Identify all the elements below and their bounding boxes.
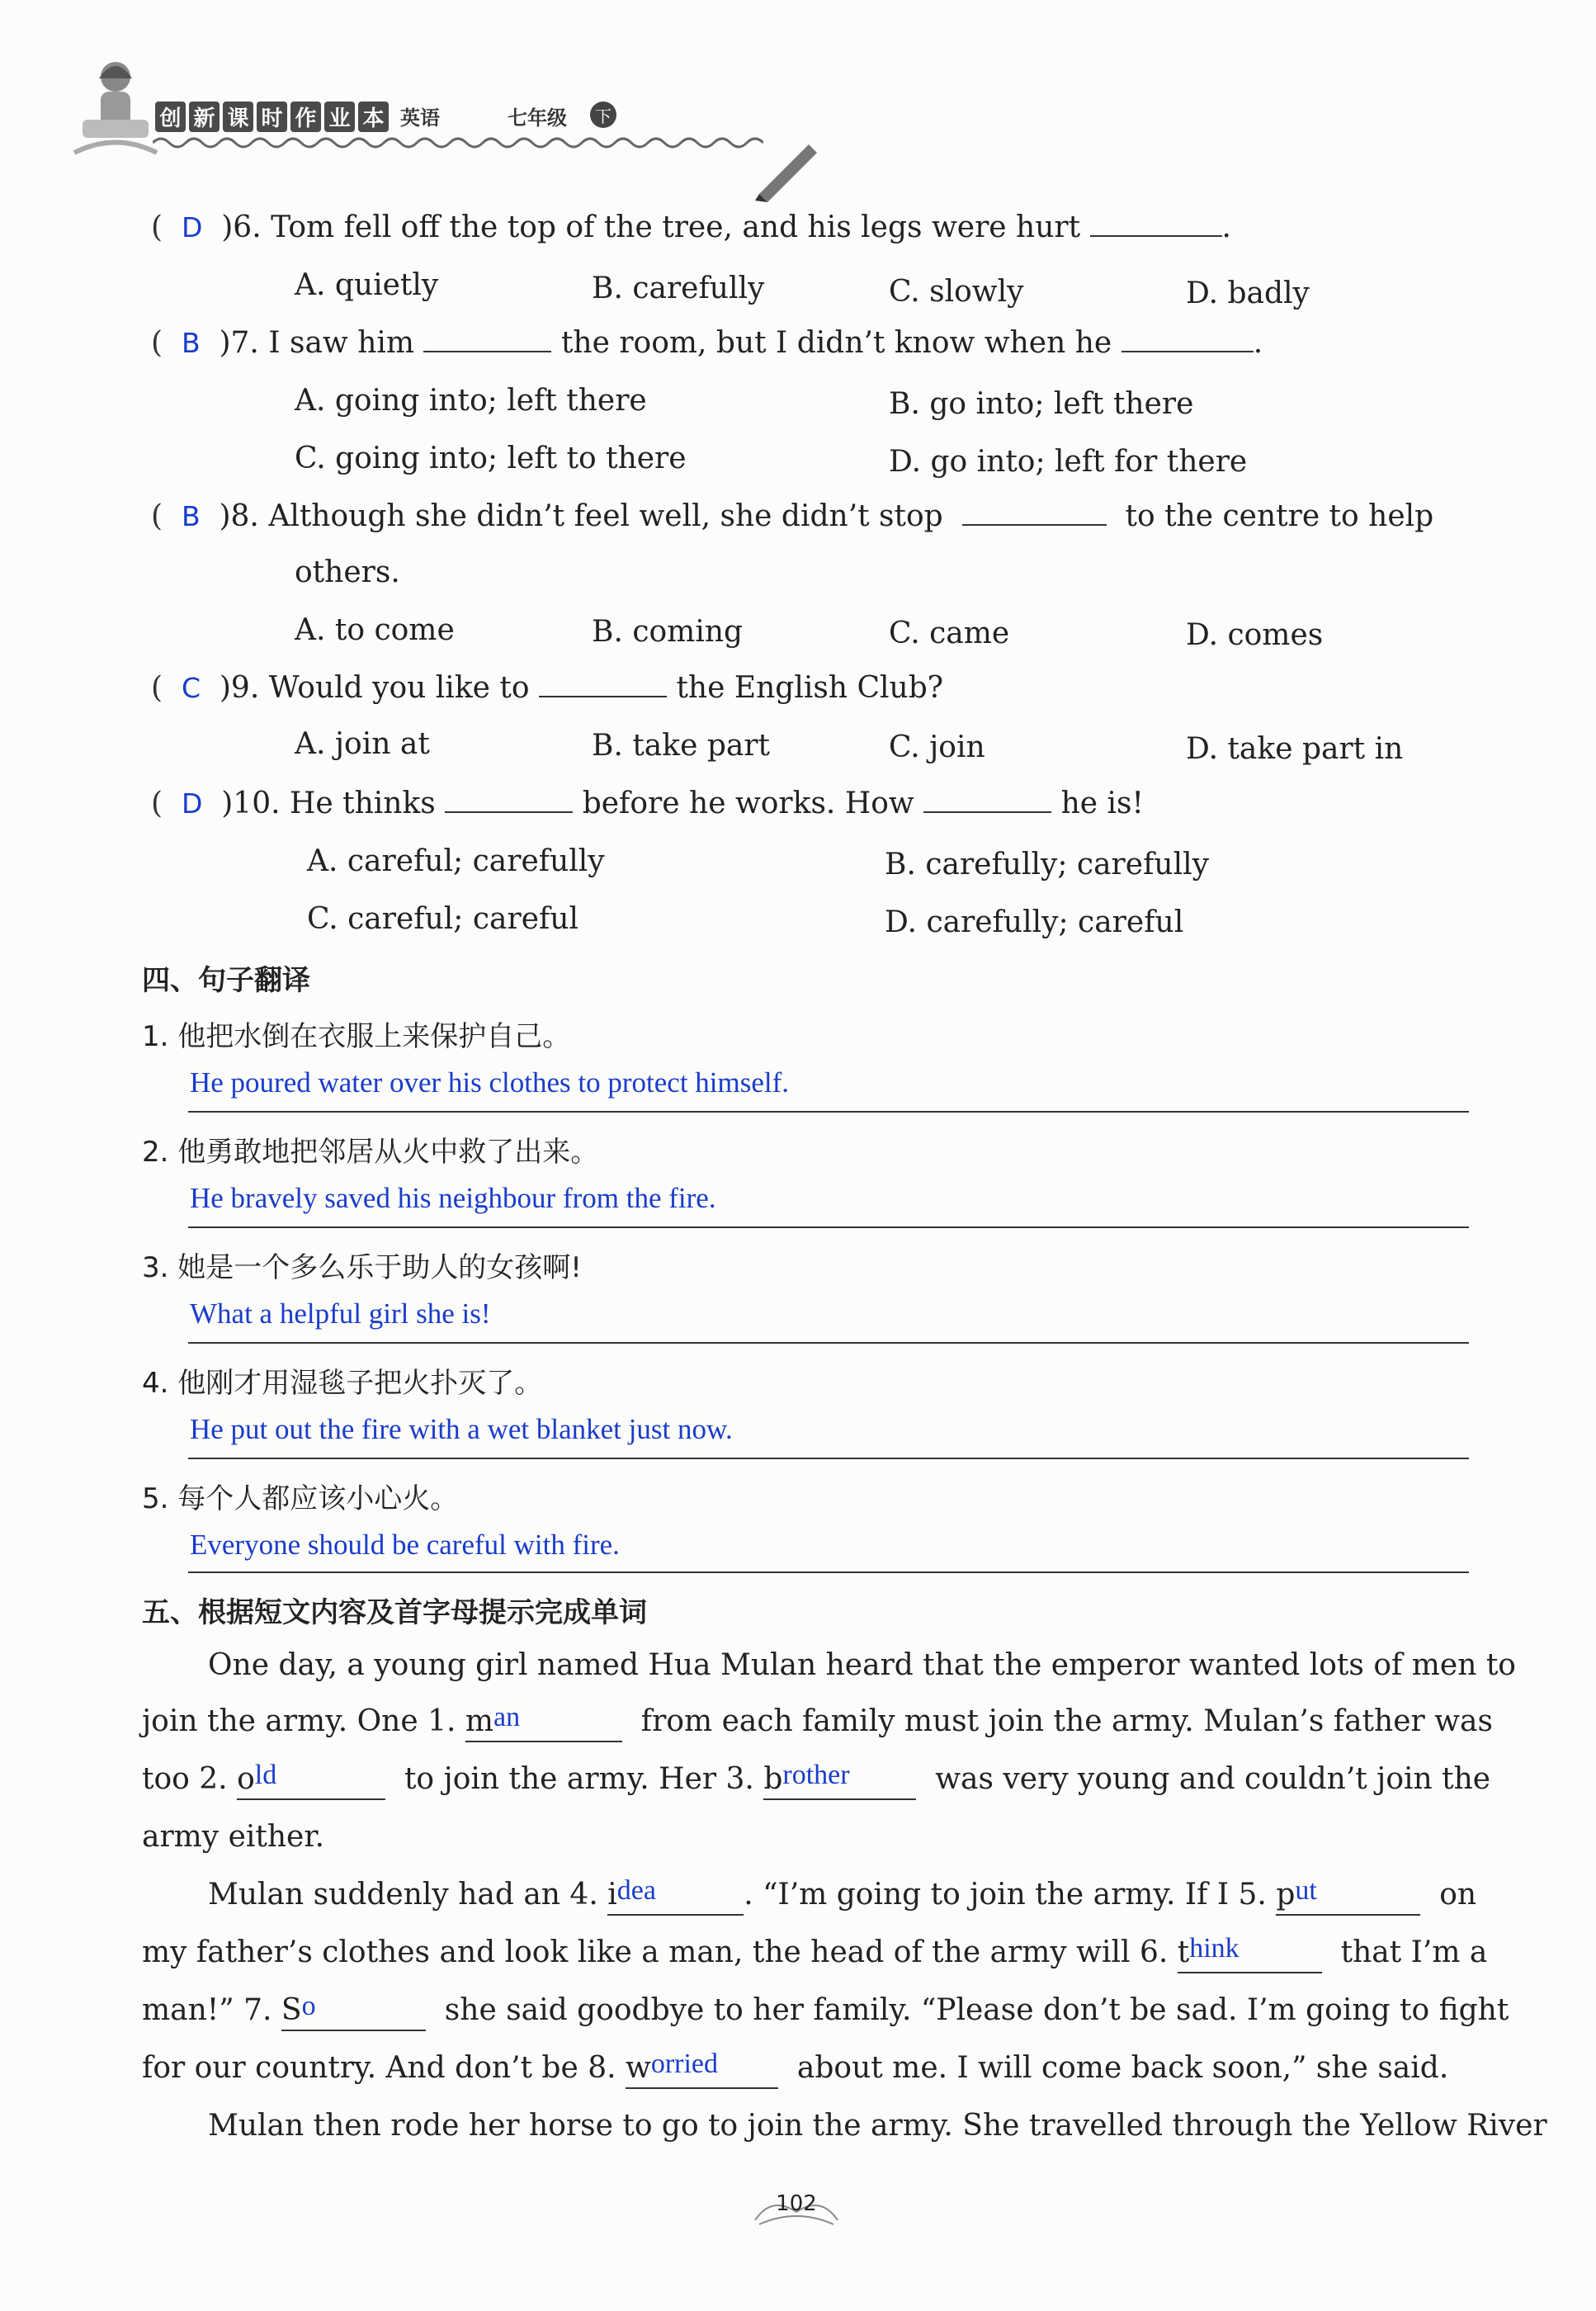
option: C. slowly	[889, 275, 1024, 309]
volume-badge: 下	[590, 102, 616, 128]
translation-question: 1. 他把水倒在衣服上来保护自己。	[142, 1020, 571, 1053]
option: B. take part	[592, 729, 771, 763]
word-blank-4: idea	[607, 1877, 744, 1916]
handwritten-answer: o	[301, 1991, 316, 2021]
option: B. go into; left there	[889, 387, 1194, 421]
word-blank-1: man	[465, 1704, 622, 1742]
answer-blank	[962, 499, 1107, 526]
subject-label: 英语	[400, 106, 440, 130]
page-header	[58, 45, 784, 169]
translation-answer: He put out the fire with a wet blanket just now.	[190, 1413, 733, 1445]
translation-question: 5. 每个人都应该小心火。	[142, 1482, 459, 1515]
option: A. quietly	[295, 268, 439, 302]
handwritten-answer: hink	[1189, 1933, 1239, 1964]
answer-line	[188, 1458, 1469, 1459]
passage-line: Mulan then rode her horse to go to join the army. She travelled through the Yellow River	[208, 2109, 1547, 2143]
answer-blank	[445, 787, 573, 813]
question-7: ( B )7. I saw him the room, but I didn’t know when he .	[151, 326, 1263, 360]
word-blank-6: think	[1178, 1935, 1322, 1973]
option: A. careful; carefully	[307, 844, 605, 878]
option: B. carefully	[592, 272, 765, 305]
grade-label: 七年级	[508, 106, 567, 130]
question-8-continued: others.	[295, 555, 400, 589]
wavy-divider-icon	[153, 135, 763, 151]
brand-char: 时	[257, 102, 287, 132]
answer-blank	[1090, 210, 1222, 237]
passage-line: too 2. old to join the army. Her 3. brother was very young and couldn’t join the	[142, 1761, 1490, 1800]
section-4-title: 四、句子翻译	[142, 964, 310, 997]
answer-mark: D	[181, 211, 203, 243]
option: A. join at	[295, 727, 430, 761]
translation-answer: Everyone should be careful with fire.	[190, 1529, 620, 1561]
question-6: ( D )6. Tom fell off the top of the tree, and his legs were hurt .	[151, 210, 1231, 244]
option: D. take part in	[1186, 732, 1404, 766]
answer-line	[188, 1111, 1469, 1113]
option: C. going into; left to there	[295, 442, 687, 475]
answer-mark: C	[181, 672, 201, 704]
brand-char: 新	[189, 102, 220, 132]
option: B. carefully; carefully	[885, 848, 1209, 881]
answer-line	[188, 1342, 1469, 1344]
handwritten-answer: orried	[650, 2049, 719, 2079]
option: D. carefully; careful	[885, 905, 1184, 939]
translation-answer: He poured water over his clothes to protect himself.	[190, 1066, 790, 1099]
translation-question: 3. 她是一个多么乐于助人的女孩啊!	[142, 1251, 582, 1284]
brand-char: 创	[155, 102, 186, 132]
answer-mark: B	[181, 327, 201, 359]
translation-question: 2. 他勇敢地把邻居从火中救了出来。	[142, 1136, 599, 1169]
answer-line	[188, 1571, 1469, 1573]
passage-line: for our country. And don’t be 8. worried about me. I will come back soon,” she said.	[142, 2050, 1448, 2089]
handwritten-answer: an	[493, 1702, 521, 1732]
answer-blank	[539, 671, 667, 697]
pencil-icon	[751, 136, 825, 202]
brand-title	[155, 102, 389, 132]
option: C. careful; careful	[307, 902, 579, 936]
answer-line	[188, 1226, 1469, 1228]
word-blank-7: So	[281, 1992, 426, 2031]
translation-answer: What a helpful girl she is!	[190, 1297, 491, 1330]
word-blank-2: old	[237, 1761, 385, 1800]
word-blank-3: brother	[763, 1761, 916, 1800]
question-8: ( B )8. Although she didn’t feel well, she didn’t stop to the centre to help	[151, 499, 1434, 533]
section-5-title: 五、根据短文内容及首字母提示完成单词	[142, 1596, 647, 1629]
question-9: ( C )9. Would you like to the English Club?	[151, 671, 944, 705]
word-blank-8: worried	[626, 2050, 778, 2089]
question-10: ( D )10. He thinks before he works. How he is!	[151, 787, 1144, 820]
word-blank-5: put	[1276, 1877, 1420, 1916]
handwritten-answer: ut	[1295, 1875, 1317, 1906]
option: A. going into; left there	[295, 384, 647, 418]
page-number: 102	[776, 2191, 817, 2216]
option: C. came	[889, 617, 1010, 650]
option: D. badly	[1186, 276, 1310, 310]
answer-mark: B	[181, 500, 201, 532]
answer-blank	[1121, 326, 1254, 352]
passage-line: army either.	[142, 1820, 325, 1854]
option: C. join	[889, 730, 985, 764]
passage-line: my father’s clothes and look like a man, the head of the army will 6. think that I’m a	[142, 1935, 1487, 1973]
translation-question: 4. 他刚才用湿毯子把火扑灭了。	[142, 1367, 543, 1400]
brand-char: 作	[290, 102, 321, 132]
option: D. comes	[1186, 618, 1324, 652]
handwritten-answer: dea	[616, 1875, 656, 1906]
passage-line: One day, a young girl named Hua Mulan heard that the emperor wanted lots of men to	[208, 1648, 1516, 1682]
answer-blank	[423, 326, 551, 352]
handwritten-answer: ld	[254, 1760, 277, 1790]
option: A. to come	[295, 613, 455, 647]
brand-char: 业	[324, 102, 355, 132]
answer-blank	[923, 787, 1051, 813]
passage-line: man!” 7. So she said goodbye to her family. “Please don’t be sad. I’m going to fight	[142, 1992, 1509, 2031]
option: B. coming	[592, 615, 744, 649]
translation-answer: He bravely saved his neighbour from the fire.	[190, 1182, 716, 1214]
passage-line: Mulan suddenly had an 4. idea . “I’m going to join the army. If I 5. put on	[208, 1877, 1476, 1916]
answer-mark: D	[181, 787, 203, 820]
mascot-logo-icon	[66, 54, 165, 161]
handwritten-answer: rother	[782, 1760, 850, 1790]
brand-char: 课	[223, 102, 253, 132]
option: D. go into; left for there	[889, 445, 1248, 479]
brand-char: 本	[358, 102, 389, 132]
passage-line: join the army. One 1. man from each family must join the army. Mulan’s father was	[142, 1704, 1493, 1742]
